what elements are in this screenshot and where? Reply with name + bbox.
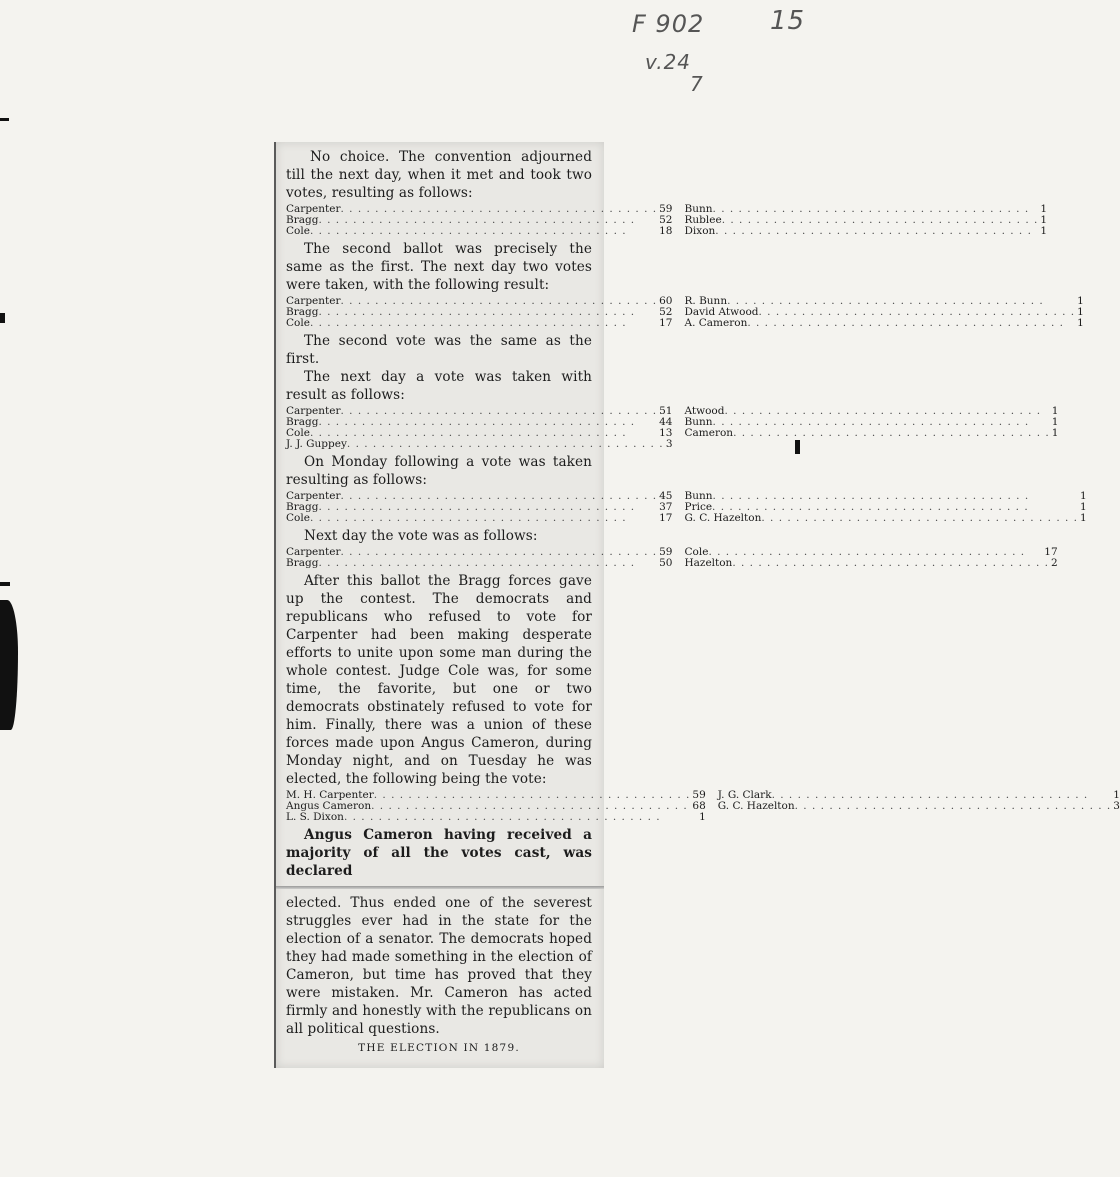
vote-count: 68: [692, 800, 706, 812]
candidate-name: David Atwood: [684, 306, 759, 318]
candidate-name: Cameron: [684, 427, 734, 439]
ballot-row: [718, 801, 1120, 812]
ballot-row: [286, 439, 673, 450]
vote-count: 2: [1050, 557, 1058, 569]
ballot-row: [685, 513, 1087, 524]
paragraph: The next day a vote was taken with result as follows:: [286, 369, 592, 403]
leader-dots: [310, 226, 657, 237]
vote-count: 1: [1113, 789, 1120, 801]
candidate-name: Carpenter: [286, 490, 341, 502]
vote-count: 17: [659, 317, 673, 329]
vote-count: 1: [1077, 317, 1084, 329]
candidate-name: Carpenter: [286, 203, 341, 215]
candidate-name: Bragg: [286, 214, 319, 226]
vote-count: 45: [659, 490, 673, 502]
corner-number-note: 15: [770, 6, 806, 36]
candidate-name: Cole: [684, 546, 709, 558]
candidate-name: R. Bunn: [684, 295, 728, 307]
vote-count: 59: [659, 203, 673, 215]
candidate-name: Cole: [286, 427, 310, 439]
fold-crease: [276, 886, 604, 889]
ballot-row: [685, 439, 1059, 450]
candidate-name: Bragg: [286, 557, 319, 569]
vote-count: 1: [699, 811, 706, 823]
vote-count: 44: [659, 416, 673, 428]
candidate-name: Bunn: [684, 416, 713, 428]
edge-mark: [0, 118, 9, 121]
vote-count: 59: [692, 789, 706, 801]
candidate-name: Dixon: [684, 225, 716, 237]
candidate-name: Cole: [286, 225, 310, 237]
vote-count: 1: [1040, 203, 1048, 215]
vote-count: 37: [659, 501, 673, 513]
candidate-name: J. G. Clark: [717, 789, 772, 801]
ballot-row: [718, 812, 1120, 823]
vote-count: 3: [1113, 800, 1120, 812]
leader-dots: [795, 801, 1112, 812]
paragraph: Next day the vote was as follows:: [304, 528, 538, 544]
vote-count: 60: [659, 295, 673, 307]
vote-count: 1: [1077, 306, 1084, 318]
edge-mark: [0, 582, 10, 586]
candidate-name: J. J. Guppey: [286, 438, 347, 450]
leader-dots: [715, 226, 1038, 237]
candidate-name: Carpenter: [286, 405, 341, 417]
leader-dots: [733, 428, 1050, 439]
vote-count: 52: [659, 214, 673, 226]
paragraph: After this ballot the Bragg forces gave up the contest. The democrats and republicans who refused to vote for Carpenter had been making desperate efforts to unite upon some man during the whole contest. Judge Cole was, for some time, the favorite, but one or two democrats obstinately refused to vote for him. Finally, there was a union of these forces made upon Angus Cameron, during Monday night, and on Tuesday he was elected, the following being the vote:: [286, 573, 592, 787]
candidate-name: Bunn: [684, 490, 713, 502]
ballot-row: [286, 812, 706, 823]
ballot-row: [286, 513, 673, 524]
ballot-row: [286, 318, 673, 329]
candidate-name: G. C. Hazelton: [717, 800, 795, 812]
ballot-table: [286, 203, 1048, 237]
paragraph: elected. Thus ended one of the severest struggles ever had in the state for the election of a senator. The democrats hoped they had made something in the election of Cameron, but time has proved that they were mistaken. Mr. Cameron has acted firmly and honestly with the republicans on all political questions.: [286, 895, 592, 1037]
vote-count: 1: [1051, 427, 1059, 439]
ballot-row: [685, 226, 1048, 237]
ballot-row: [685, 428, 1059, 439]
leader-dots: [747, 318, 1075, 329]
vote-count: 17: [659, 512, 673, 524]
ballot-table: [286, 405, 1059, 450]
candidate-name: Bunn: [684, 203, 713, 215]
ballot-table: [286, 295, 1084, 329]
ballot-row: [286, 558, 673, 569]
vote-count: 52: [659, 306, 673, 318]
ink-blot: [0, 600, 18, 730]
call-number-note: F 902: [632, 10, 705, 38]
paragraph: On Monday following a vote was taken resulting as follows:: [286, 454, 592, 488]
paragraph: No choice. The convention adjourned till the next day, when it met and took two votes, resulting as follows:: [286, 149, 592, 201]
paragraph: Angus Cameron having received a majority of all the votes cast, was declared: [286, 827, 592, 879]
ballot-table: [286, 490, 1087, 524]
vote-count: 1: [1040, 214, 1048, 226]
vote-count: 1: [1040, 225, 1048, 237]
vote-count: 1: [1080, 490, 1087, 502]
candidate-name: Cole: [286, 512, 310, 524]
article-caption: THE ELECTION IN 1879.: [358, 1042, 520, 1054]
vote-count: 3: [665, 438, 673, 450]
ballot-row: [286, 226, 673, 237]
newspaper-clipping: [274, 142, 1120, 1068]
vote-count: 1: [1080, 501, 1087, 513]
vote-count: 1: [1077, 295, 1084, 307]
leader-dots: [318, 558, 657, 569]
candidate-name: Carpenter: [286, 295, 341, 307]
vote-count: 1: [1051, 416, 1059, 428]
leader-dots: [310, 318, 657, 329]
ballot-row: [685, 318, 1084, 329]
vote-count: 1: [1080, 512, 1087, 524]
paragraph: The second vote was the same as the first.: [286, 333, 592, 367]
ballot-table: [286, 546, 1058, 569]
ballot-row: [685, 558, 1058, 569]
vote-count: 51: [659, 405, 673, 417]
vote-count: 59: [659, 546, 673, 558]
leader-dots: [344, 812, 697, 823]
candidate-name: Bragg: [286, 501, 319, 513]
candidate-name: Bragg: [286, 416, 319, 428]
candidate-name: G. C. Hazelton: [684, 512, 762, 524]
candidate-name: Angus Cameron: [286, 800, 372, 812]
vote-count: 13: [659, 427, 673, 439]
candidate-name: A. Cameron: [684, 317, 748, 329]
candidate-name: Carpenter: [286, 546, 341, 558]
vote-count: 18: [659, 225, 673, 237]
candidate-name: Atwood: [684, 405, 725, 417]
candidate-name: Cole: [286, 317, 310, 329]
leader-dots: [761, 513, 1078, 524]
candidate-name: M. H. Carpenter: [286, 789, 374, 801]
candidate-name: Hazelton: [684, 557, 733, 569]
leader-dots: [310, 513, 657, 524]
candidate-name: Bragg: [286, 306, 319, 318]
volume-note: v.24: [645, 50, 692, 74]
candidate-name: L. S. Dixon: [286, 811, 344, 823]
candidate-name: Price: [684, 501, 713, 513]
candidate-name: Rublee: [684, 214, 722, 226]
ballot-table: [286, 789, 1120, 823]
paragraph: The second ballot was precisely the same as the first. The next day two votes were taken, with the following result:: [286, 241, 592, 293]
page-note: 7: [690, 72, 704, 96]
vote-count: 1: [1051, 405, 1059, 417]
leader-dots: [347, 439, 664, 450]
edge-mark: [0, 313, 5, 323]
vote-count: 17: [1044, 546, 1058, 558]
leader-dots: [732, 558, 1049, 569]
vote-count: 50: [659, 557, 673, 569]
